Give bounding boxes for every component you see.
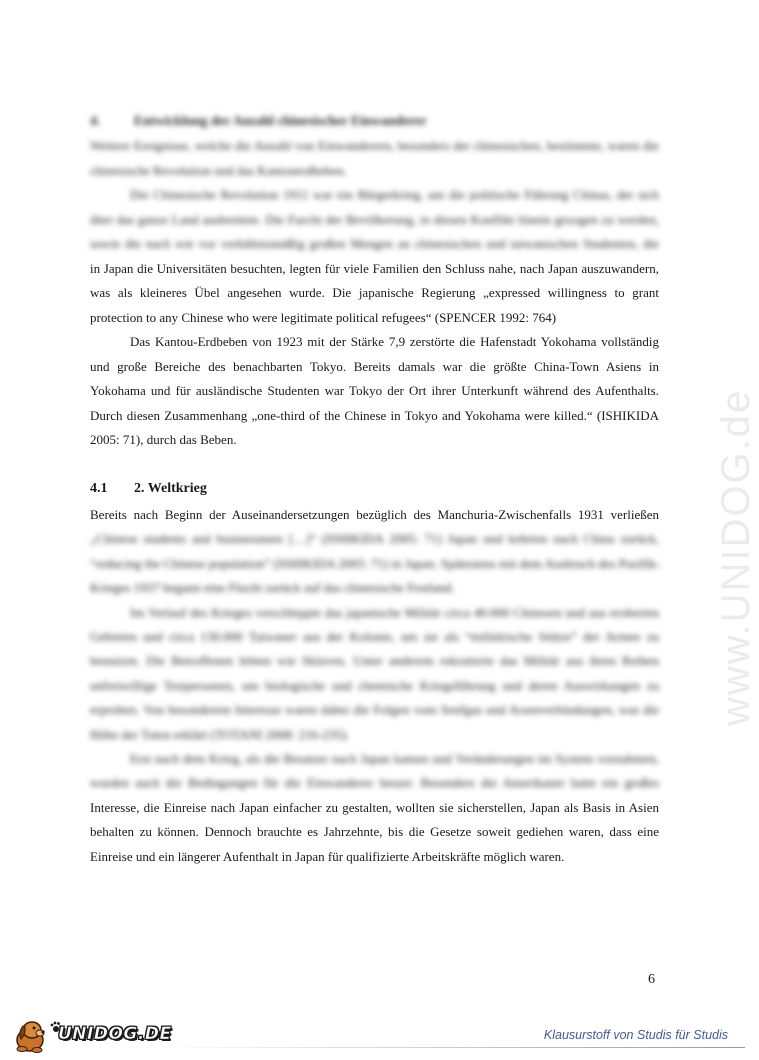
text-line: Einreise und ein längerer Aufenthalt in Japan für qualifizierte Arbeitskräfte möglich waren. <box>90 848 565 864</box>
footer-divider <box>155 1047 745 1048</box>
footer-tagline: Klausurstoff von Studis für Studis <box>543 1028 728 1042</box>
page-number: 6 <box>648 972 655 987</box>
text-line: Weitere Ereignisse, welche die Anzahl von Einwanderern, besonders der chinesischen, bestimmte, waren die <box>90 138 659 153</box>
watermark-text: www.UNIDOG.de <box>714 388 758 726</box>
text-line: über das ganze Land ausbreitete. Die Furcht der Bevölkerung, in diesen Konflikt hinein gezogen zu werden, <box>90 211 659 227</box>
text-line: und große Bereiche des benachbarten Tokyo. Bereits damals war die größte China-Town Asiens in <box>90 358 659 374</box>
section-heading-4 <box>90 113 427 129</box>
text-line: behalten zu können. Dennoch brauchte es Jahrzehnte, bis die Gesetze soweit gediehen waren, dass eine <box>90 824 659 840</box>
text-line: Das Kantou-Erdbeben von 1923 mit der Stärke 7,9 zerstörte die Hafenstadt Yokohama vollständig <box>130 334 659 349</box>
text-line: Erst nach dem Krieg, als die Besatzer nach Japan kamen und Veränderungen im System vornahmen, <box>130 751 659 766</box>
dog-mascot-icon <box>10 1014 52 1054</box>
text-line: Im Verlauf des Krieges verschleppte das japanische Militär circa 40.000 Chinesen und aus eroberten <box>130 604 659 620</box>
section-number: 4. <box>90 113 101 128</box>
text-line: Bereits nach Beginn der Auseinandersetzungen bezüglich des Manchuria-Zwischenfalls 1931 verließen <box>90 507 659 522</box>
text-line: “reducing the Chinese population” (ISHIKIDA 2005: 71) in Japan. Spätestens mit dem Ausbruch des Pazifik- <box>90 555 661 571</box>
text-line: Gebieten und circa 130.000 Taiwaner aus der Kolonie, um sie als “militärische Stütze” der Armee zu <box>90 629 659 644</box>
text-line: Krieges 1937 begann eine Flucht zurück auf das chinesische Festland. <box>90 580 455 596</box>
section-title: Entwicklung der Anzahl chinesischer Einwanderer <box>134 113 427 128</box>
text-line: „Chinese students and businessmen […]“ (ISHIKIDA 2005: 71) Japan und kehrten nach China zurück, <box>90 531 659 547</box>
text-line: in Japan die Universitäten besuchten, legten für viele Familien den Schluss nahe, nach Japan auszuwandern, <box>90 260 659 276</box>
text-line: was als kleineres Übel angesehen wurde. Die japanische Regierung „expressed willingness to grant <box>90 285 659 300</box>
section-number: 4.1 <box>90 481 108 496</box>
text-line: 2005: 71), durch das Beben. <box>90 432 237 447</box>
text-line: protection to any Chinese who were legitimate political refugees“ (SPENCER 1992: 764) <box>90 309 557 325</box>
text-line: Höhe der Toten erklärt (TOTANI 2008: 216-235). <box>90 726 350 742</box>
section-heading-4-1 <box>90 481 207 497</box>
text-line: Interesse, die Einreise nach Japan einfacher zu gestalten, wollten sie sicherstellen, Japan als Basis in Asien <box>90 799 659 815</box>
text-line: benutzen. Die Betroffenen lebten wie Sklaven. Unter anderem rekrutierte das Militär aus ihren Reihen <box>90 653 659 669</box>
logo-text: UNIDOG.DE <box>58 1024 172 1044</box>
unidog-logo[interactable] <box>10 1014 172 1054</box>
text-line: erproben. Von besonderem Interesse waren dabei die Folgen vom Senfgas und Arsenverbindungen, was die <box>90 702 659 718</box>
text-line: unfreiwillige Testpersonen, um biologische und chemische Kriegsführung und deren Auswirkungen zu <box>90 677 659 693</box>
text-line: Yokohama und für ausländische Studenten war Tokyo der Ort ihrer Unterkunft während des Aufenthalts. <box>90 383 659 398</box>
text-line: wurden auch die Bedingungen für die Einwanderer besser. Besonders die Amerikaner hatte ein großes <box>90 775 659 791</box>
text-line: chinesische Revolution und das Kantouerdbeben. <box>90 162 347 178</box>
text-line: sowie die nach wie vor verhältnismäßig großen Mengen an chinesischen und taiwanischen Studenten, die <box>90 236 659 251</box>
section-title: 2. Weltkrieg <box>134 481 207 496</box>
text-line: Die Chinesische Revolution 1911 war ein Bürgerkrieg, um die politische Führung Chinas, der sich <box>130 187 659 202</box>
text-line: Durch diesen Zusammenhang „one-third of the Chinese in Tokyo and Yokohama were killed.“ (ISHIKIDA <box>90 407 659 423</box>
